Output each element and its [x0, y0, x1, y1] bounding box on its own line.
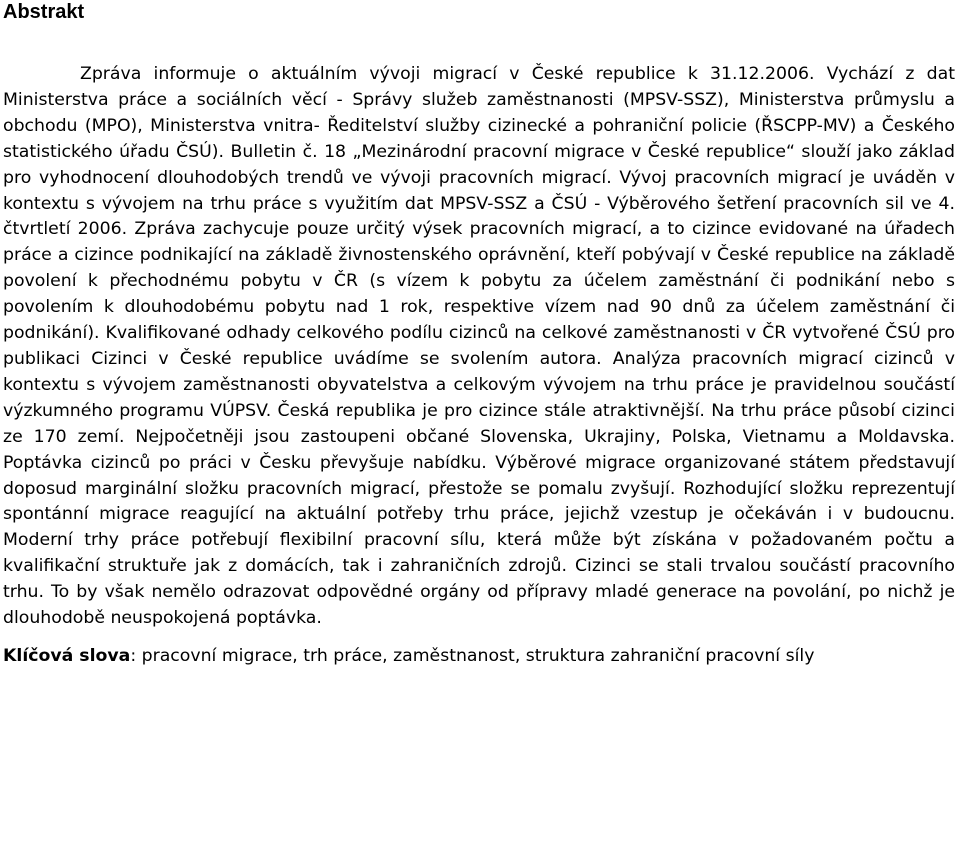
- keywords-paragraph: [3, 644, 955, 670]
- section-heading: Abstrakt: [3, 1, 85, 23]
- abstract-paragraph: Zpráva informuje o aktuálním vývoji migrací v České republice k 31.12.2006. Vychází z dat Ministerstva práce a sociálních věcí - Správy služeb zaměstnanosti (MPSV-SSZ), Ministerstva průmyslu a obchodu (MPO), Ministerstva vnitra- Ředitelství služby cizinecké a pohraniční policie (ŘSCPP-MV) a Českého statistického úřadu ČSÚ). Bulletin č. 18 „Mezinárodní pracovní migrace v České republice“ slouží jako základ pro vyhodnocení dlouhodobých trendů ve vývoji pracovních migrací. Vývoj pracovních migrací je uváděn v kontextu s vývojem na trhu práce s využitím dat MPSV-SSZ a ČSÚ - Výběrového šetření pracovních sil ve 4. čtvrtletí 2006. Zpráva zachycuje pouze určitý výsek pracovních migrací, a to cizince evidované na úřadech práce a cizince podnikající na základě živnostenského oprávnění, kteří pobývají v České republice na základě povolení k přechodnému pobytu v ČR (s vízem k pobytu za účelem zaměstnání či podnikání nebo s povolením k dlouhodobému pobytu nad 1 rok, respektive vízem nad 90 dnů za účelem zaměstnání či podnikání). Kvalifikované odhady celkového podílu cizinců na celkové zaměstnanosti v ČR vytvořené ČSÚ pro publikaci Cizinci v České republice uvádíme se svolením autora. Analýza pracovních migrací cizinců v kontextu s vývojem zaměstnanosti obyvatelstva a celkovým vývojem na trhu práce je pravidelnou součástí výzkumného programu VÚPSV. Česká republika je pro cizince stále atraktivnější. Na trhu práce působí cizinci ze 170 zemí. Nejpočetněji jsou zastoupeni občané Slovenska, Ukrajiny, Polska, Vietnamu a Moldavska. Poptávka cizinců po práci v Česku převyšuje nabídku. Výběrové migrace organizované státem představují doposud marginální složku pracovních migrací, přestože se pomalu zvyšují. Rozhodující složku reprezentují spontánní migrace reagující na aktuální potřeby trhu práce, jejichž vzestup je očekáván i v budoucnu. Moderní trhy práce potřebují flexibilní pracovní sílu, která může být získána v požadovaném počtu a kvalifikační struktuře jak z domácích, tak i zahraničních zdrojů. Cizinci se stali trvalou součástí pracovního trhu. To by však nemělo odrazovat odpovědné orgány od přípravy mladé generace na povolání, po nichž je dlouhodobě neuspokojená poptávka.: [3, 64, 955, 629]
- keywords-label: Klíčová slova: [3, 645, 131, 666]
- document-page: [3, 0, 955, 670]
- keywords-text: : pracovní migrace, trh práce, zaměstnanost, struktura zahraniční pracovní síly: [130, 645, 815, 666]
